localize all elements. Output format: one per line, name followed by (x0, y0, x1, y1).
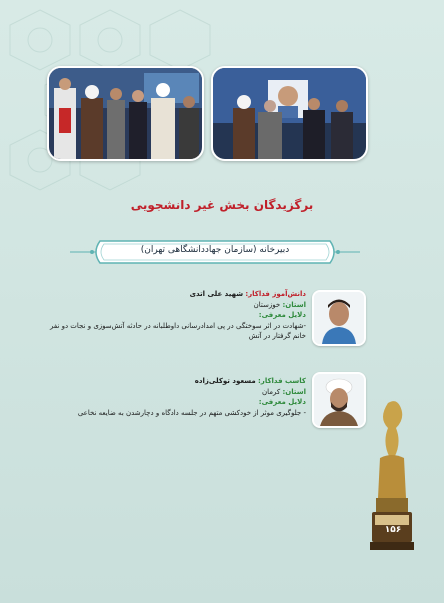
banner-label: دبیرخانه (سازمان جهاددانشگاهی تهران) (140, 245, 290, 255)
person-name: شهید علی اتدی (189, 290, 244, 298)
province-label: استان: (282, 300, 306, 309)
reason-text: - جلوگیری موثر از خودکشی متهم در جلسه دادگاه و دچارشدن به ضایعه نخاعی (77, 408, 306, 417)
reasons-label: دلایل معرفی: (258, 398, 306, 406)
reasons-label: دلایل معرفی: (258, 311, 306, 319)
role-label: دانش‌آموز فداکار: (245, 290, 306, 298)
province-label: استان: (282, 387, 306, 396)
section-title: برگزیدگان بخش غیر دانشجویی (130, 198, 314, 212)
person-name: مسعود توکلی‌زاده (194, 377, 256, 385)
section-banner (70, 237, 360, 267)
portrait-cleric (312, 372, 366, 428)
entry-shopkeeper (36, 376, 306, 418)
page-number: ۱۵۶ (384, 525, 402, 535)
province-value: کرمان (262, 387, 281, 396)
role-label: کاسب فداکار: (258, 377, 306, 385)
ceremony-photo-right (211, 66, 368, 161)
reason-text: -شهادت در اثر سوختگی در پی امدادرسانی داوطلبانه در حادثه آتش‌سوزی و نجات دو نفر خانم گرفتار در آتش (50, 321, 306, 340)
ceremony-photo-left (47, 66, 204, 161)
entry-student (36, 289, 306, 342)
portrait-student (312, 290, 366, 346)
province-value: خوزستان (253, 300, 281, 309)
